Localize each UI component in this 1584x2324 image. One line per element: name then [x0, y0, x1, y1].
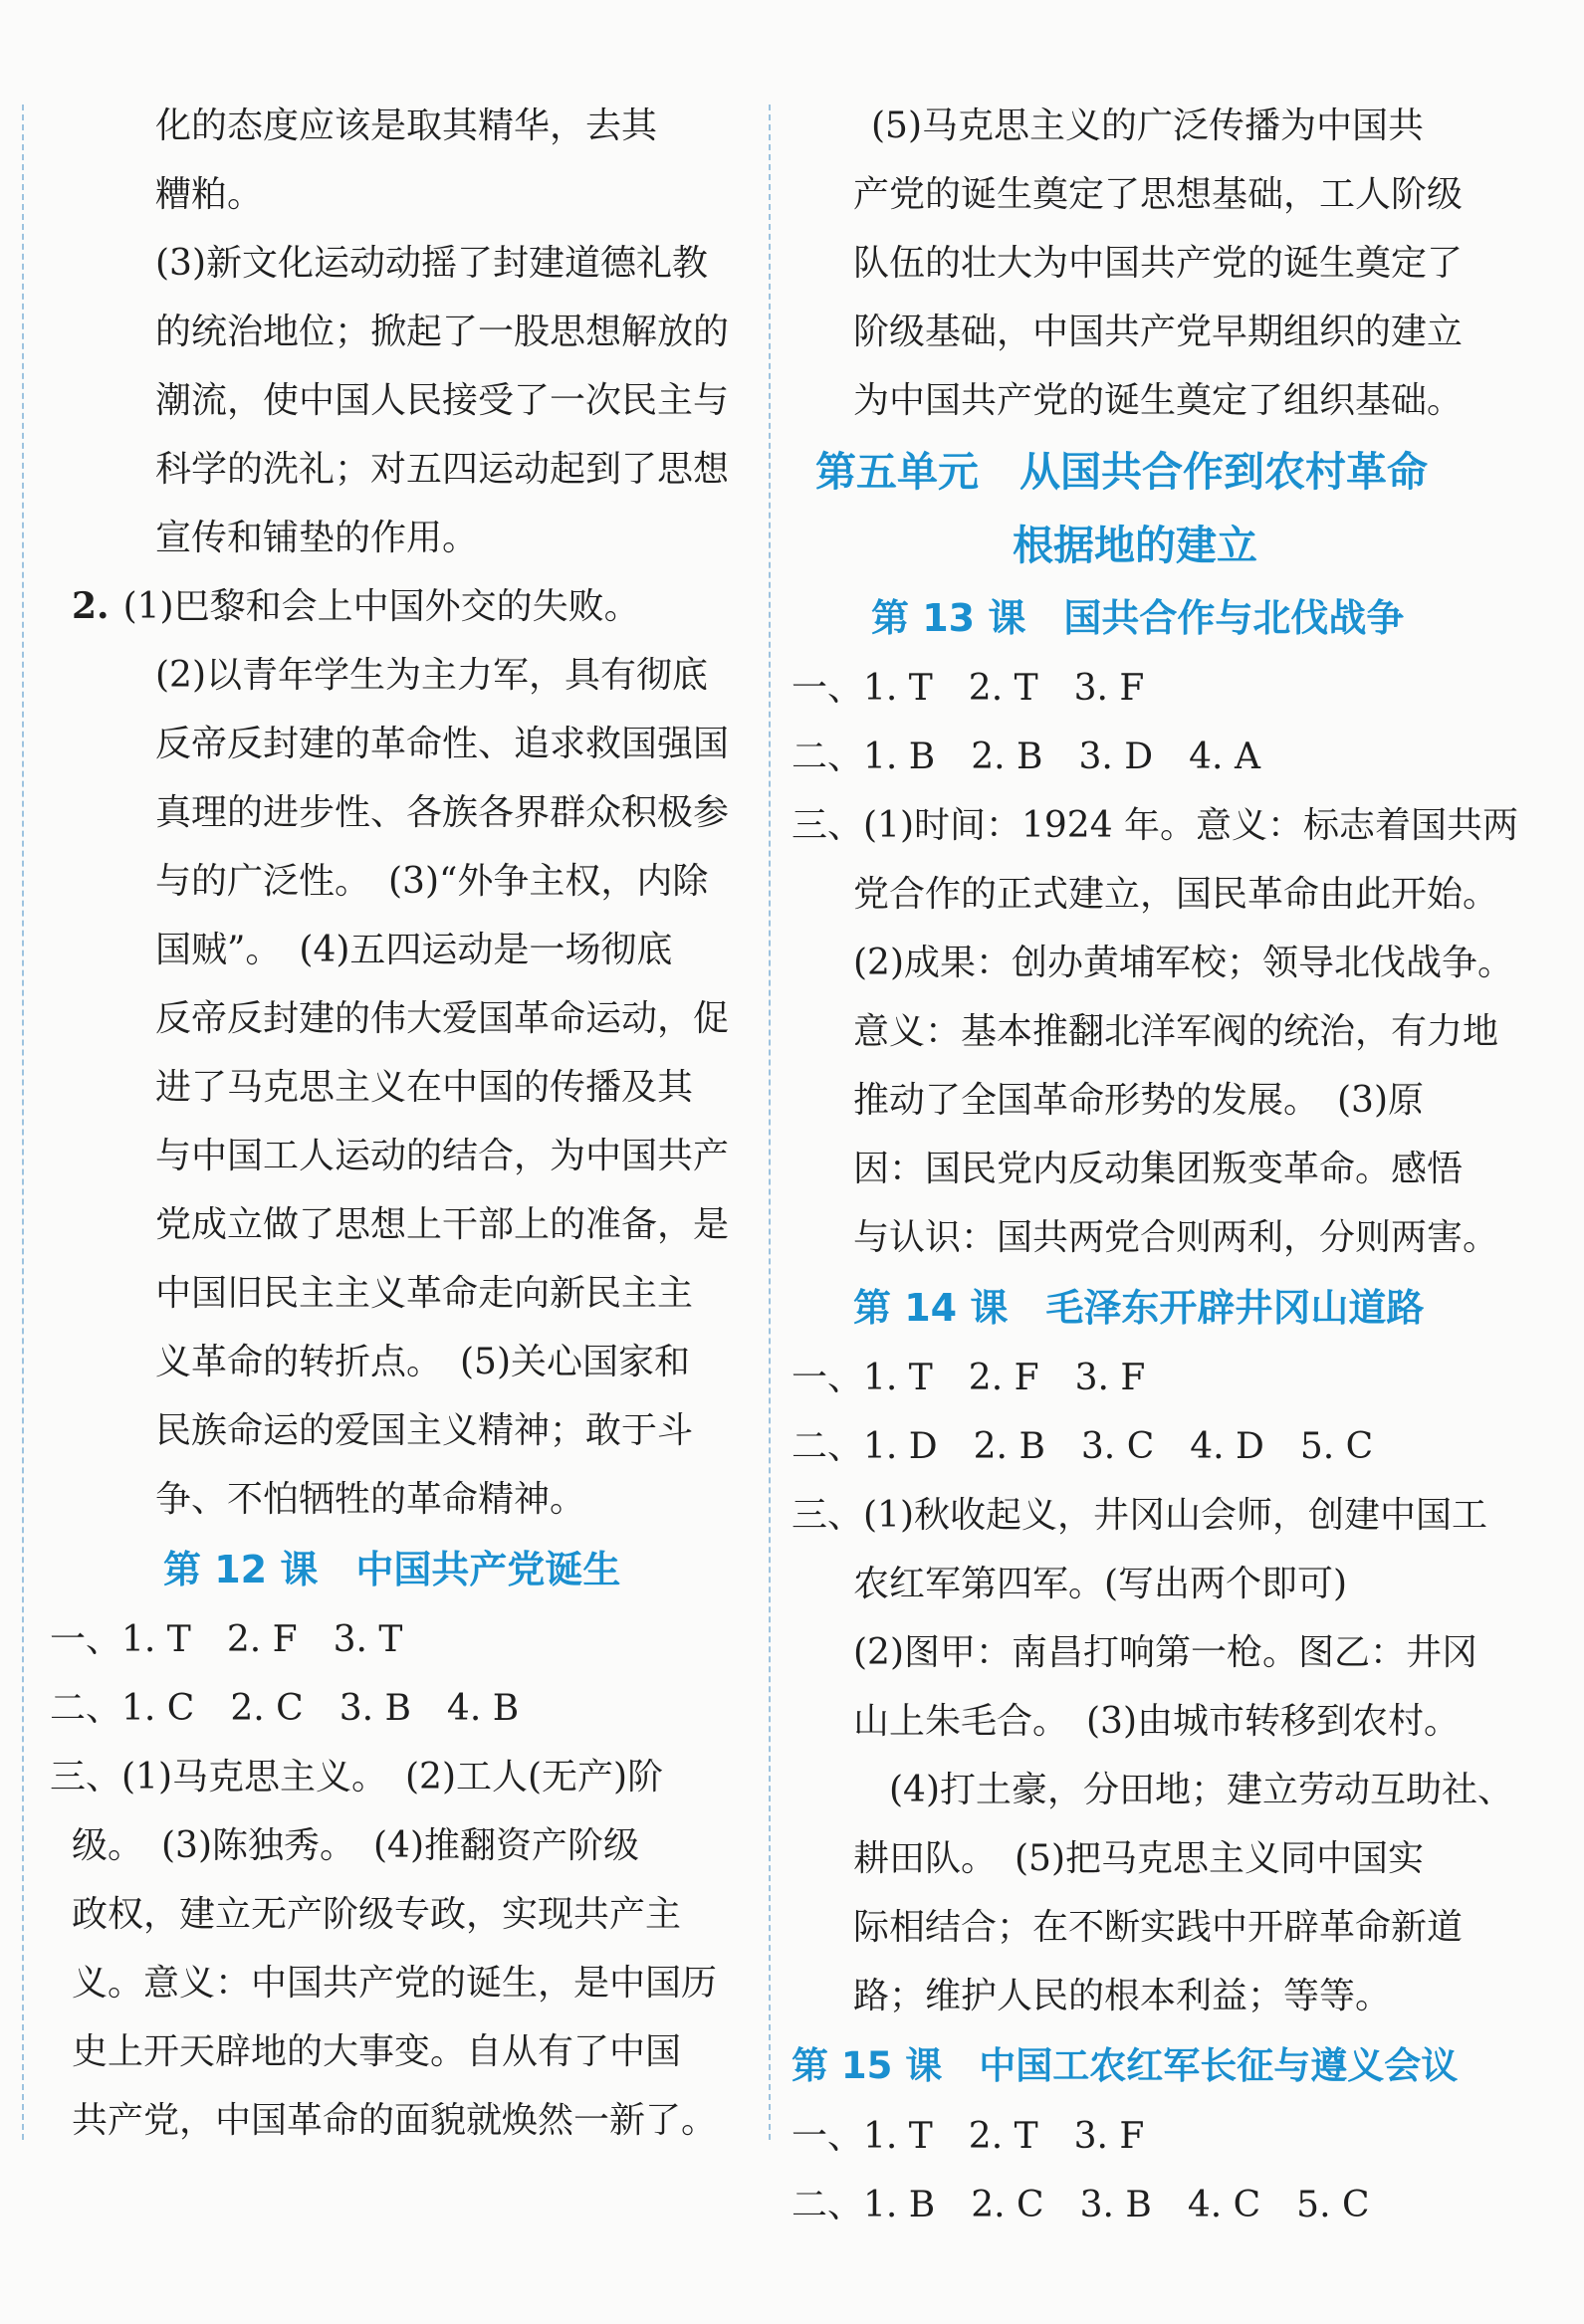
text-line: (1)巴黎和会上中国外交的失败。 [122, 586, 640, 627]
text-line: 因：国民党内反动集团叛变革命。感悟 [853, 1149, 1464, 1189]
left-margin-dashed-line [22, 105, 24, 2140]
text-line: 科学的洗礼；对五四运动起到了思想 [155, 449, 730, 490]
text-line: 争、不怕牺牲的革命精神。 [155, 1479, 586, 1520]
left-column [50, 92, 747, 2155]
lesson-12-section-2 [50, 1674, 747, 1743]
text-line: 反帝反封建的伟大爱国革命运动，促 [155, 998, 730, 1039]
lesson-15-section-2: 二、1. B 2. C 3. B 4. C 5. C [792, 2185, 1370, 2225]
text-line: 国贼”。 (4)五四运动是一场彻底 [155, 930, 673, 970]
text-line: (2)以青年学生为主力军，具有彻底 [155, 655, 708, 696]
text-line: 与认识：国共两党合则两利，分则两害。 [853, 1217, 1499, 1258]
column-divider [769, 105, 771, 2140]
lesson-12-section-1 [50, 1605, 747, 1674]
text-line: 义革命的转折点。 (5)关心国家和 [155, 1342, 690, 1382]
text-line: 的统治地位；掀起了一股思想解放的 [155, 312, 730, 352]
text-line: 化的态度应该是取其精华，去其 [155, 106, 658, 146]
text-line: 产党的诞生奠定了思想基础，工人阶级 [853, 174, 1464, 215]
text-line: (3)新文化运动动摇了封建道德礼教 [155, 243, 708, 284]
text-line: 阶级基础，中国共产党早期组织的建立 [853, 312, 1464, 352]
section-label: 二、 [50, 1688, 122, 1729]
text-line: (5)马克思主义的广泛传播为中国共 [871, 106, 1424, 146]
text-line: 政权，建立无产阶级专政，实现共产主 [72, 1894, 682, 1935]
text-line: 宣传和铺垫的作用。 [155, 518, 479, 558]
text-line: 与中国工人运动的结合，为中国共产 [155, 1136, 730, 1176]
lesson-12-title: 第 12 课 中国共产党诞生 [163, 1548, 621, 1591]
text-line: 真理的进步性、各族各界群众积极参 [155, 792, 730, 833]
text-line: 糟粕。 [155, 174, 264, 215]
text-line: 队伍的壮大为中国共产党的诞生奠定了 [853, 243, 1464, 284]
text-line: 农红军第四军。(写出两个即可) [853, 1564, 1348, 1604]
text-line: 三、(1)马克思主义。 (2)工人(无产)阶 [50, 1757, 664, 1797]
text-line: 山上朱毛合。 (3)由城市转移到农村。 [853, 1701, 1460, 1742]
text-line: 中国旧民主主义革命走向新民主主 [155, 1273, 694, 1314]
text-line: 史上开天辟地的大事变。自从有了中国 [72, 2031, 682, 2072]
lesson-14-section-1: 一、1. T 2. F 3. F [792, 1358, 1146, 1398]
unit-5-title-line-1: 第五单元 从国共合作到农村革命 [815, 448, 1428, 496]
text-line: 与的广泛性。 (3)“外争主权，内除 [155, 861, 709, 902]
section-label: 一、 [50, 1619, 122, 1660]
question-number: 2. [72, 585, 110, 627]
text-line: 际相结合；在不断实践中开辟革命新道 [853, 1907, 1464, 1948]
lesson-15-section-1: 一、1. T 2. T 3. F [792, 2116, 1145, 2157]
text-line: 推动了全国革命形势的发展。 (3)原 [853, 1080, 1424, 1121]
text-line: 耕田队。 (5)把马克思主义同中国实 [853, 1838, 1424, 1879]
lesson-13-section-1: 一、1. T 2. T 3. F [792, 668, 1145, 709]
text-line: 三、(1)秋收起义，井冈山会师，创建中国工 [792, 1495, 1487, 1536]
text-line: 路；维护人民的根本利益；等等。 [853, 1976, 1392, 2016]
answer-list: 1. T 2. F 3. T [121, 1619, 403, 1660]
lesson-13-section-2: 二、1. B 2. B 3. D 4. A [792, 737, 1260, 777]
unit-5-title-line-2: 根据地的建立 [1013, 522, 1257, 569]
text-line: (2)图甲：南昌打响第一枪。图乙：井冈 [853, 1632, 1477, 1673]
text-line: 三、(1)时间：1924 年。意义：标志着国共两 [792, 805, 1519, 846]
question-2-first-line [50, 572, 747, 641]
text-line: 反帝反封建的革命性、追求救国强国 [155, 724, 730, 764]
right-column [792, 92, 1519, 2239]
lesson-15-title: 第 15 课 中国工农红军长征与遵义会议 [792, 2044, 1459, 2087]
text-line: 义。意义：中国共产党的诞生，是中国历 [72, 1963, 718, 2004]
text-line: 共产党，中国革命的面貌就焕然一新了。 [72, 2100, 718, 2141]
text-line: 民族命运的爱国主义精神；敢于斗 [155, 1410, 694, 1451]
text-line: 潮流，使中国人民接受了一次民主与 [155, 380, 730, 421]
text-line: (4)打土豪，分田地；建立劳动互助社、 [853, 1770, 1513, 1810]
text-line: 党成立做了思想上干部上的准备，是 [155, 1204, 730, 1245]
text-line: 级。 (3)陈独秀。 (4)推翻资产阶级 [72, 1825, 639, 1866]
lesson-13-title: 第 13 课 国共合作与北伐战争 [871, 596, 1405, 640]
text-line: 为中国共产党的诞生奠定了组织基础。 [853, 380, 1464, 421]
text-line: 进了马克思主义在中国的传播及其 [155, 1067, 694, 1108]
lesson-14-title: 第 14 课 毛泽东开辟井冈山道路 [853, 1286, 1425, 1330]
text-line: 党合作的正式建立，国民革命由此开始。 [853, 874, 1499, 915]
text-line: (2)成果：创办黄埔军校；领导北伐战争。 [853, 943, 1513, 983]
text-line: 意义：基本推翻北洋军阀的统治，有力地 [853, 1011, 1499, 1052]
lesson-14-section-2: 二、1. D 2. B 3. C 4. D 5. C [792, 1426, 1374, 1467]
answer-list: 1. C 2. C 3. B 4. B [121, 1688, 520, 1729]
